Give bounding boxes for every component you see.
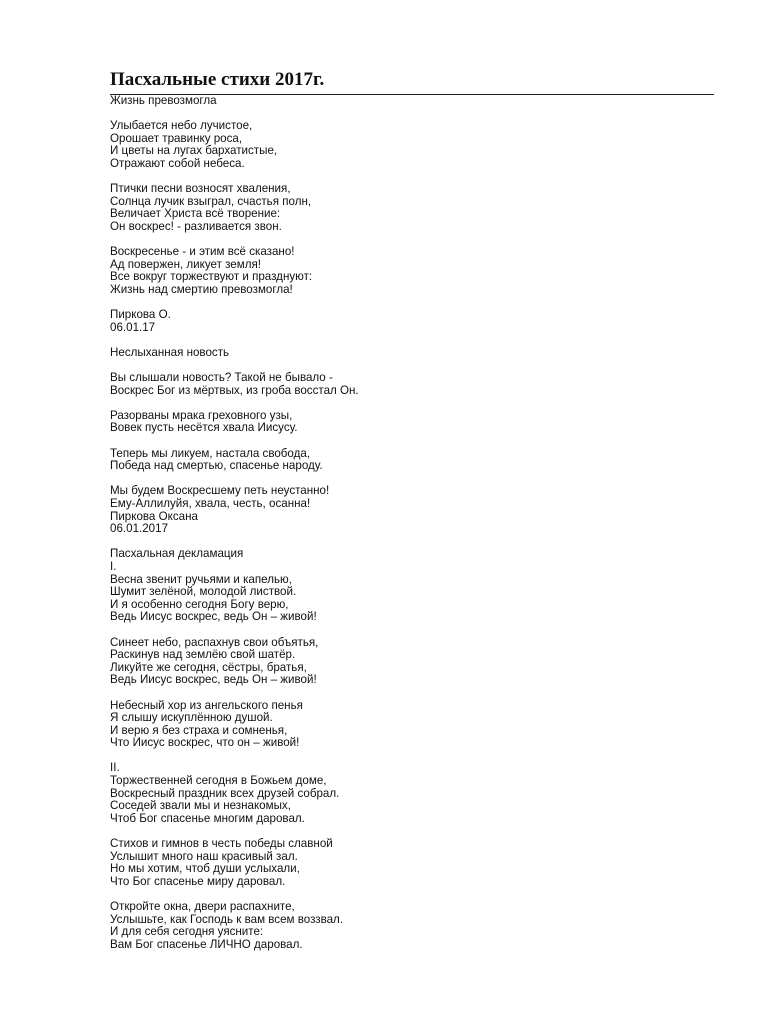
text-line: Отражают собой небеса. <box>110 156 245 170</box>
text-line: Вовек пусть несётся хвала Иисусу. <box>110 421 298 435</box>
text-line: Все вокруг торжествуют и празднуют: <box>110 270 313 284</box>
text-line: Победа над смертью, спасенье народу. <box>110 459 323 473</box>
text-line: Жизнь над смертию превозмогла! <box>110 282 293 296</box>
text-line: Воскрес Бог из мёртвых, из гроба восстал Он. <box>110 383 359 397</box>
text-line: Раскинув над землёю свой шатёр. <box>110 648 296 662</box>
blank-line <box>110 687 710 700</box>
text-line: Что Иисус воскрес, что он – живой! <box>110 736 300 750</box>
text-line: Соседей звали мы и незнакомых, <box>110 799 291 813</box>
text-line: Вы слышали новость? Такой не бывало - <box>110 371 333 385</box>
text-line: Неслыханная новость <box>110 345 230 359</box>
text-line: Я слышу искуплённою душой. <box>110 711 273 725</box>
text-line: Пасхальная декламация <box>110 547 244 561</box>
text-line: Ведь Иисус воскрес, ведь Он – живой! <box>110 673 317 687</box>
text-line: Услышит много наш красивый зал. <box>110 849 298 863</box>
text-line: Услышьте, как Господь к вам всем воззвал. <box>110 912 344 926</box>
text-line: Шумит зелёной, молодой листвой. <box>110 585 297 599</box>
text-line: И для себя сегодня уясните: <box>110 925 264 939</box>
text-line: Воскресенье - и этим всё сказано! <box>110 245 295 259</box>
text-line: Вам Бог спасенье ЛИЧНО даровал. <box>110 937 303 951</box>
text-line: Солнца лучик взыграл, счастья полн, <box>110 194 312 208</box>
text-line: Чтоб Бог спасенье многим даровал. <box>110 811 305 825</box>
blank-line <box>110 334 710 347</box>
text-line: Мы будем Воскресшему петь неустанно! <box>110 484 330 498</box>
blank-line <box>110 435 710 448</box>
text-line: Откройте окна, двери распахните, <box>110 900 295 913</box>
text-line: Синеет небо, распахнув свои объятья, <box>110 635 319 649</box>
text-line: Небесный хор из ангельского пенья <box>110 698 303 712</box>
document-body <box>110 95 710 951</box>
text-line: Ад повержен, ликует земля! <box>110 257 261 271</box>
text-line: Ему-Аллилуйя, хвала, честь, осанна! <box>110 497 311 510</box>
text-line: Что Бог спасенье миру даровал. <box>110 874 286 888</box>
text-line: Улыбается небо лучистое, <box>110 119 253 133</box>
document-title: Пасхальные стихи 2017г. <box>110 69 325 90</box>
text-line: Птички песни возносят хваления, <box>110 182 291 196</box>
text-line: И цветы на лугах бархатистые, <box>110 144 278 158</box>
text-line: Воскресный праздник всех друзей собрал. <box>110 786 340 800</box>
blank-line <box>110 750 710 763</box>
text-line: 06.01.17 <box>110 320 156 334</box>
text-line: Торжественней сегодня в Божьем доме, <box>110 774 327 788</box>
text-line: 06.01.2017 <box>110 522 169 536</box>
text-line: И я особенно сегодня Богу верю, <box>110 597 289 611</box>
text-line: Орошает травинку роса, <box>110 131 243 145</box>
text-line: Ведь Иисус воскрес, ведь Он – живой! <box>110 610 317 624</box>
text-line: II. <box>110 761 120 775</box>
blank-line <box>110 397 710 410</box>
blank-line <box>110 624 710 637</box>
blank-line <box>110 297 710 310</box>
text-line: Жизнь превозмогла <box>110 94 217 107</box>
text-line: Пиркова Оксана <box>110 509 198 523</box>
text-line: Стихов и гимнов в честь победы славной <box>110 837 333 851</box>
text-line: И верю я без страха и сомненья, <box>110 723 288 737</box>
text-line: Но мы хотим, чтоб души услыхали, <box>110 862 300 876</box>
text-line: Ликуйте же сегодня, сёстры, братья, <box>110 660 307 674</box>
text-line: Весна звенит ручьями и капелью, <box>110 572 292 586</box>
text-line: Теперь мы ликуем, настала свобода, <box>110 446 311 460</box>
text-line: Пиркова О. <box>110 308 171 322</box>
text-line: Разорваны мрака греховного узы, <box>110 408 293 422</box>
text-line: Он воскрес! - разливается звон. <box>110 219 282 233</box>
text-line: Величает Христа всё творение: <box>110 207 281 221</box>
text-line: I. <box>110 559 117 573</box>
